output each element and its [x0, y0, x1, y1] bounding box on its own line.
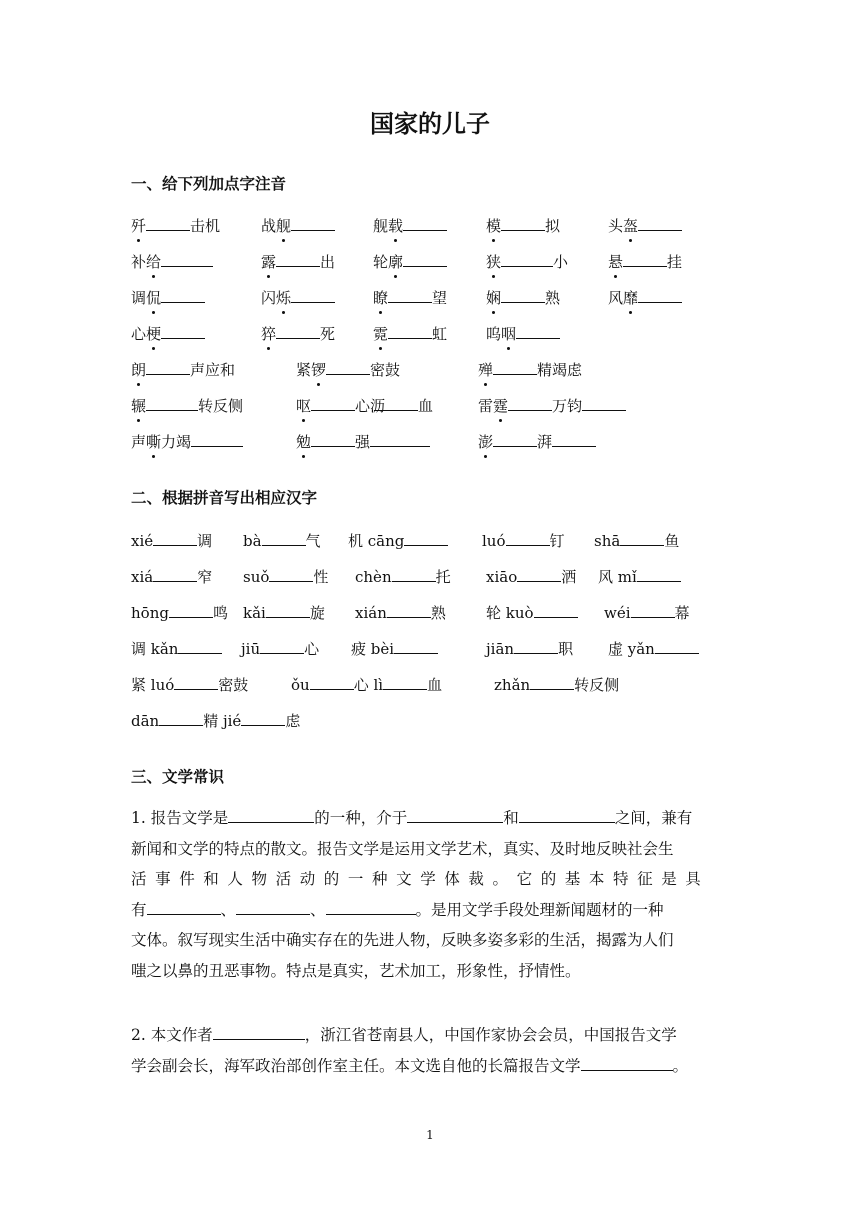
pinyin-item: 瞭 望 — [373, 289, 448, 307]
pinyin-item: 头盔 — [608, 215, 682, 236]
section3-heading: 三、文学常识 — [131, 768, 225, 786]
pinyin-item: 露 出 — [261, 253, 336, 271]
pinyin-item: 模 拟 — [486, 217, 561, 235]
hanzi-item: 轮 kuò — [486, 602, 578, 623]
hanzi-item: kǎi 旋 — [243, 604, 325, 622]
hanzi-item: xián 熟 — [355, 604, 446, 622]
para2-line1: 2. 本文作者 ，浙江省苍南县人，中国作家协会会员，中国报告文学 — [131, 1026, 677, 1044]
hanzi-item: wéi 幕 — [604, 604, 690, 622]
para1-line3: 活事件和人物活动的一种文学体裁。它的基本特征是具 — [131, 870, 710, 888]
hanzi-item: 机 cāng — [348, 530, 448, 551]
pinyin-item: 殚 精竭虑 — [478, 361, 583, 379]
pinyin-item: 勉 强 — [296, 431, 430, 452]
hanzi-item: xiāo 洒 — [486, 568, 577, 586]
pinyin-item: 血 — [374, 395, 433, 416]
pinyin-item: 舰载 — [373, 215, 447, 236]
pinyin-item: 紧锣 密鼓 — [296, 361, 401, 379]
paragraph-2 — [131, 1020, 731, 1081]
hanzi-item: zhǎn 转反侧 — [494, 676, 620, 694]
section1-heading: 一、给下列加点字注音 — [131, 175, 287, 193]
pinyin-item: 猝 死 — [261, 325, 336, 343]
section2-heading: 二、根据拼音写出相应汉字 — [131, 489, 318, 507]
hanzi-item: jiān 职 — [486, 640, 574, 658]
pinyin-item: 悬 挂 — [608, 253, 683, 271]
para1-line4: 有 、 、 。是用文学手段处理新闻题材的一种 — [131, 900, 664, 919]
page-number: 1 — [426, 1128, 434, 1142]
pinyin-item: 轮廓 — [373, 251, 447, 272]
para1-line2: 新闻和文学的特点的散文。报告文学是运用文学艺术，真实、及时地反映社会生 — [131, 839, 674, 858]
hanzi-item: 紧 luó 密鼓 — [131, 676, 249, 694]
pinyin-item: 心梗 — [131, 323, 205, 344]
pinyin-item: 声嘶力竭 — [131, 431, 243, 452]
para1-line6: 嗤之以鼻的丑恶事物。特点是真实，艺术加工，形象性，抒情性。 — [131, 961, 581, 980]
hanzi-item: jiū 心 — [241, 640, 320, 658]
hanzi-item: bà 气 — [243, 532, 321, 550]
pinyin-item: 辗 转反侧 — [131, 397, 244, 415]
pinyin-item: 雷霆 万钧 — [478, 395, 626, 416]
pinyin-item: 歼 击机 — [131, 217, 221, 235]
pinyin-item: 朗 声应和 — [131, 361, 236, 379]
hanzi-item: shā 鱼 — [594, 532, 680, 550]
paragraph-1 — [131, 803, 731, 986]
para1-line5: 文体。叙写现实生活中确实存在的先进人物，反映多姿多彩的生活，揭露为人们 — [131, 931, 674, 949]
hanzi-item: dān 精 jié 虑 — [131, 712, 301, 730]
pinyin-item: 娴 熟 — [486, 289, 561, 307]
hanzi-item: xiá 窄 — [131, 568, 213, 586]
pinyin-item: 战舰 — [261, 215, 335, 236]
hanzi-item: 虚 yǎn — [608, 638, 699, 659]
hanzi-item: 疲 bèi — [351, 638, 438, 659]
para1-line1: 1. 报告文学是 的一种，介于 和 之间，兼有 — [131, 809, 693, 827]
pinyin-item: 呜咽 — [486, 323, 560, 344]
hanzi-item: 调 kǎn — [131, 638, 222, 659]
hanzi-item: luó 钉 — [482, 532, 565, 550]
hanzi-item: ǒu 心 lì 血 — [291, 676, 443, 694]
para2-line2: 学会副会长，海军政治部创作室主任。本文选自他的长篇报告文学 。 — [131, 1056, 689, 1075]
pinyin-item: 呕 心沥 — [296, 397, 386, 415]
pinyin-item: 闪烁 — [261, 287, 335, 308]
pinyin-item: 调侃 — [131, 287, 205, 308]
page-title: 国家的儿子 — [370, 110, 490, 138]
hanzi-item: xié 调 — [131, 532, 213, 550]
pinyin-item: 狭 小 — [486, 253, 569, 271]
pinyin-item: 澎 湃 — [478, 431, 596, 452]
pinyin-item: 补给 — [131, 251, 213, 272]
pinyin-item: 霓 虹 — [373, 325, 448, 343]
hanzi-item: 风 mǐ — [598, 566, 681, 587]
hanzi-item: chèn 托 — [355, 568, 451, 586]
hanzi-item: suǒ 性 — [243, 568, 329, 586]
pinyin-item: 风靡 — [608, 287, 682, 308]
hanzi-item: hōng 鸣 — [131, 604, 228, 622]
